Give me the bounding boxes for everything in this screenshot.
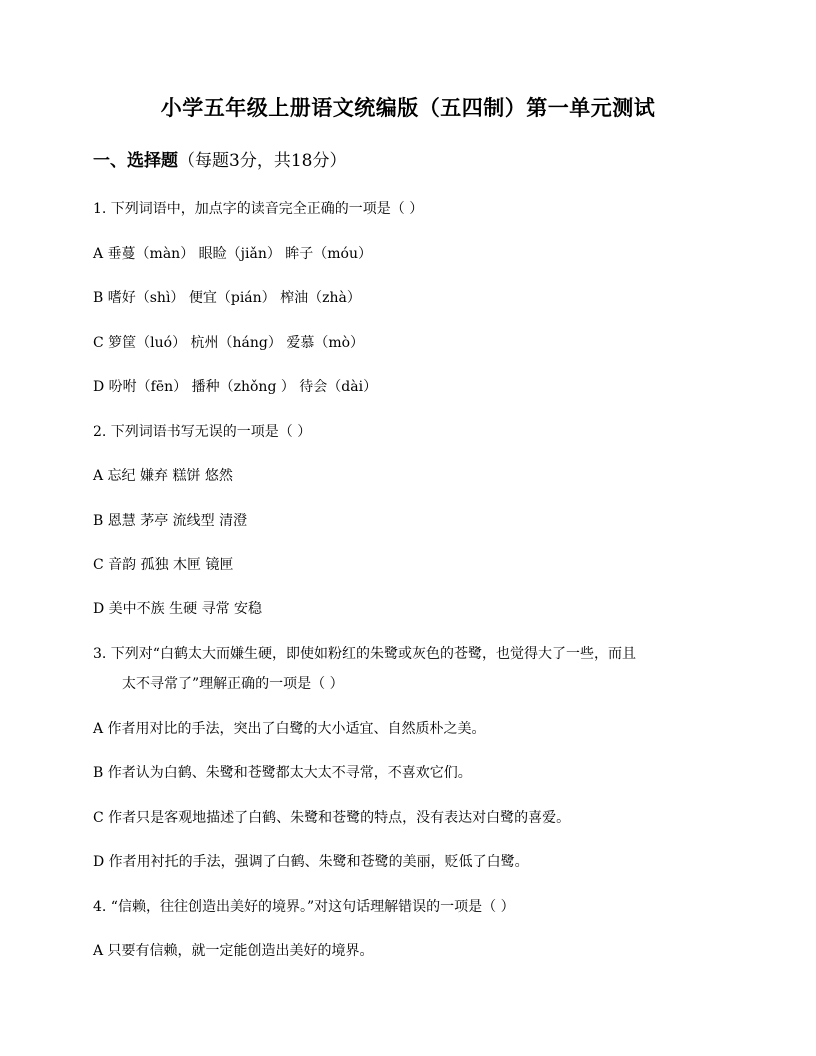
- question-1-option-b: B 嗜好（shì） 便宜（pián） 榨油（zhà）: [93, 290, 361, 306]
- section-heading-note: （每题3分，共18分）: [178, 151, 347, 171]
- question-3-option-a: A 作者用对比的手法，突出了白鹭的大小适宜、自然质朴之美。: [93, 721, 486, 737]
- question-2-option-a: A 忘纪 嫌弃 糕饼 悠然: [93, 468, 233, 484]
- question-1-option-d: D 吩咐（fēn） 播种（zhǒng ） 待会（dài）: [93, 379, 378, 395]
- question-3-option-c: C 作者只是客观地描述了白鹤、朱鹭和苍鹭的特点，没有表达对白鹭的喜爱。: [93, 810, 571, 826]
- question-2-option-c: C 音韵 孤独 木匣 镜匣: [93, 557, 234, 573]
- question-3: 3. 下列对“白鹤太大而嫌生硬，即使如粉红的朱鹭或灰色的苍鹭，也觉得大了一些，而且: [93, 646, 636, 662]
- section-heading-label: 一、选择题: [93, 151, 178, 171]
- page-title: 小学五年级上册语文统编版（五四制）第一单元测试: [160, 95, 656, 120]
- question-2-option-d: D 美中不族 生硬 寻常 安稳: [93, 601, 263, 617]
- question-1: 1. 下列词语中，加点字的读音完全正确的一项是（ ）: [93, 201, 424, 217]
- question-4-option-a: A 只要有信赖，就一定能创造出美好的境界。: [93, 943, 374, 959]
- question-2: 2. 下列词语书写无误的一项是（ ）: [93, 424, 312, 440]
- question-3-option-b: B 作者认为白鹤、朱鹭和苍鹭都太大太不寻常，不喜欢它们。: [93, 765, 472, 781]
- question-3-option-d: D 作者用衬托的手法，强调了白鹤、朱鹭和苍鹭的美丽，贬低了白鹭。: [93, 854, 529, 870]
- question-1-option-c: C 箩筐（luó） 杭州（háng） 爱慕（mò）: [93, 335, 365, 351]
- question-1-option-a: A 垂蔓（màn） 眼睑（jiǎn） 眸子（móu）: [93, 246, 373, 262]
- question-2-option-b: B 恩慧 茅亭 流线型 清澄: [93, 513, 248, 529]
- section-heading: [93, 149, 346, 173]
- question-3-continuation: 太不寻常了”理解正确的一项是（ ）: [122, 676, 344, 692]
- question-4: 4. “信赖，往往创造出美好的境界。”对这句话理解错误的一项是（ ）: [93, 899, 515, 915]
